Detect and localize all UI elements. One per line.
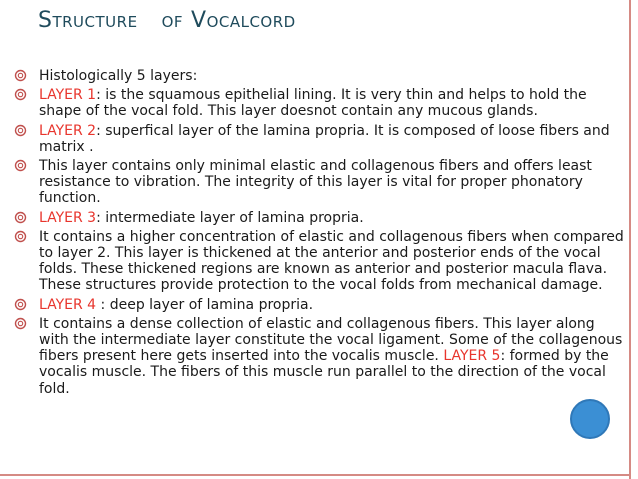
item-text: Histologically 5 layers: [39,68,198,84]
item-text: It contains a dense collection of elastic and collagenous fibers. This layer along with the intermediate layer constitute the vocal ligament. Some of the collagenous fibers present here gets inserted into the vocalis muscle. [39,315,623,365]
list-item [14,158,624,207]
item-text: : deep layer of lamina propria. [96,296,314,313]
list-item [14,316,624,397]
layer-label: LAYER 4 [39,296,97,313]
layer-label: LAYER 1 [39,87,97,104]
slide-right-border [629,0,631,479]
bullet-list [14,68,624,400]
item-text: : superfical layer of the lamina propria. It is composed of loose fibers and matrix . [39,122,610,155]
slide-circle-icon [570,399,610,439]
bullet-icon [14,88,27,101]
layer-label: LAYER 3 [39,209,97,226]
list-item [14,229,624,294]
slide-bottom-border [0,474,631,476]
bullet-icon [14,317,27,330]
bullet-icon [14,124,27,137]
list-item [14,87,624,119]
title-initial-v: V [191,8,207,33]
title-initial-s: S [38,8,53,33]
layer-label: LAYER 5 [443,348,501,365]
item-text: It contains a higher concentration of elastic and collagenous fibers when compared to layer 2. This layer is thickened at the anterior and posterior ends of the vocal folds. These thickened regions are known as anterior and posterior macula flava. These structures provide protection to the vocal folds from mechanical damage. [39,228,624,294]
slide-title [38,8,296,33]
list-item [14,68,624,84]
list-item [14,297,624,313]
bullet-icon [14,230,27,243]
title-word-structure: TRUCTURE [52,13,138,31]
item-text: : formed by the vocalis muscle. The fibers of this muscle run parallel to the direction of the vocal fold. [39,348,609,397]
item-text: This layer contains only minimal elastic and collagenous fibers and offers least resistance to vibration. The integrity of this layer is vital for proper phonatory function. [39,158,592,207]
list-item [14,123,624,155]
bullet-icon [14,159,27,172]
title-word-of: OF [161,13,183,31]
bullet-icon [14,69,27,82]
list-item [14,210,624,226]
bullet-icon [14,298,27,311]
item-text: : intermediate layer of lamina propria. [96,209,364,226]
title-word-vocalcord: OCALCORD [206,13,296,31]
item-text: : is the squamous epithelial lining. It is very thin and helps to hold the shape of the vocal fold. This layer doesnot contain any mucous glands. [39,87,587,120]
bullet-icon [14,211,27,224]
layer-label: LAYER 2 [39,122,97,139]
